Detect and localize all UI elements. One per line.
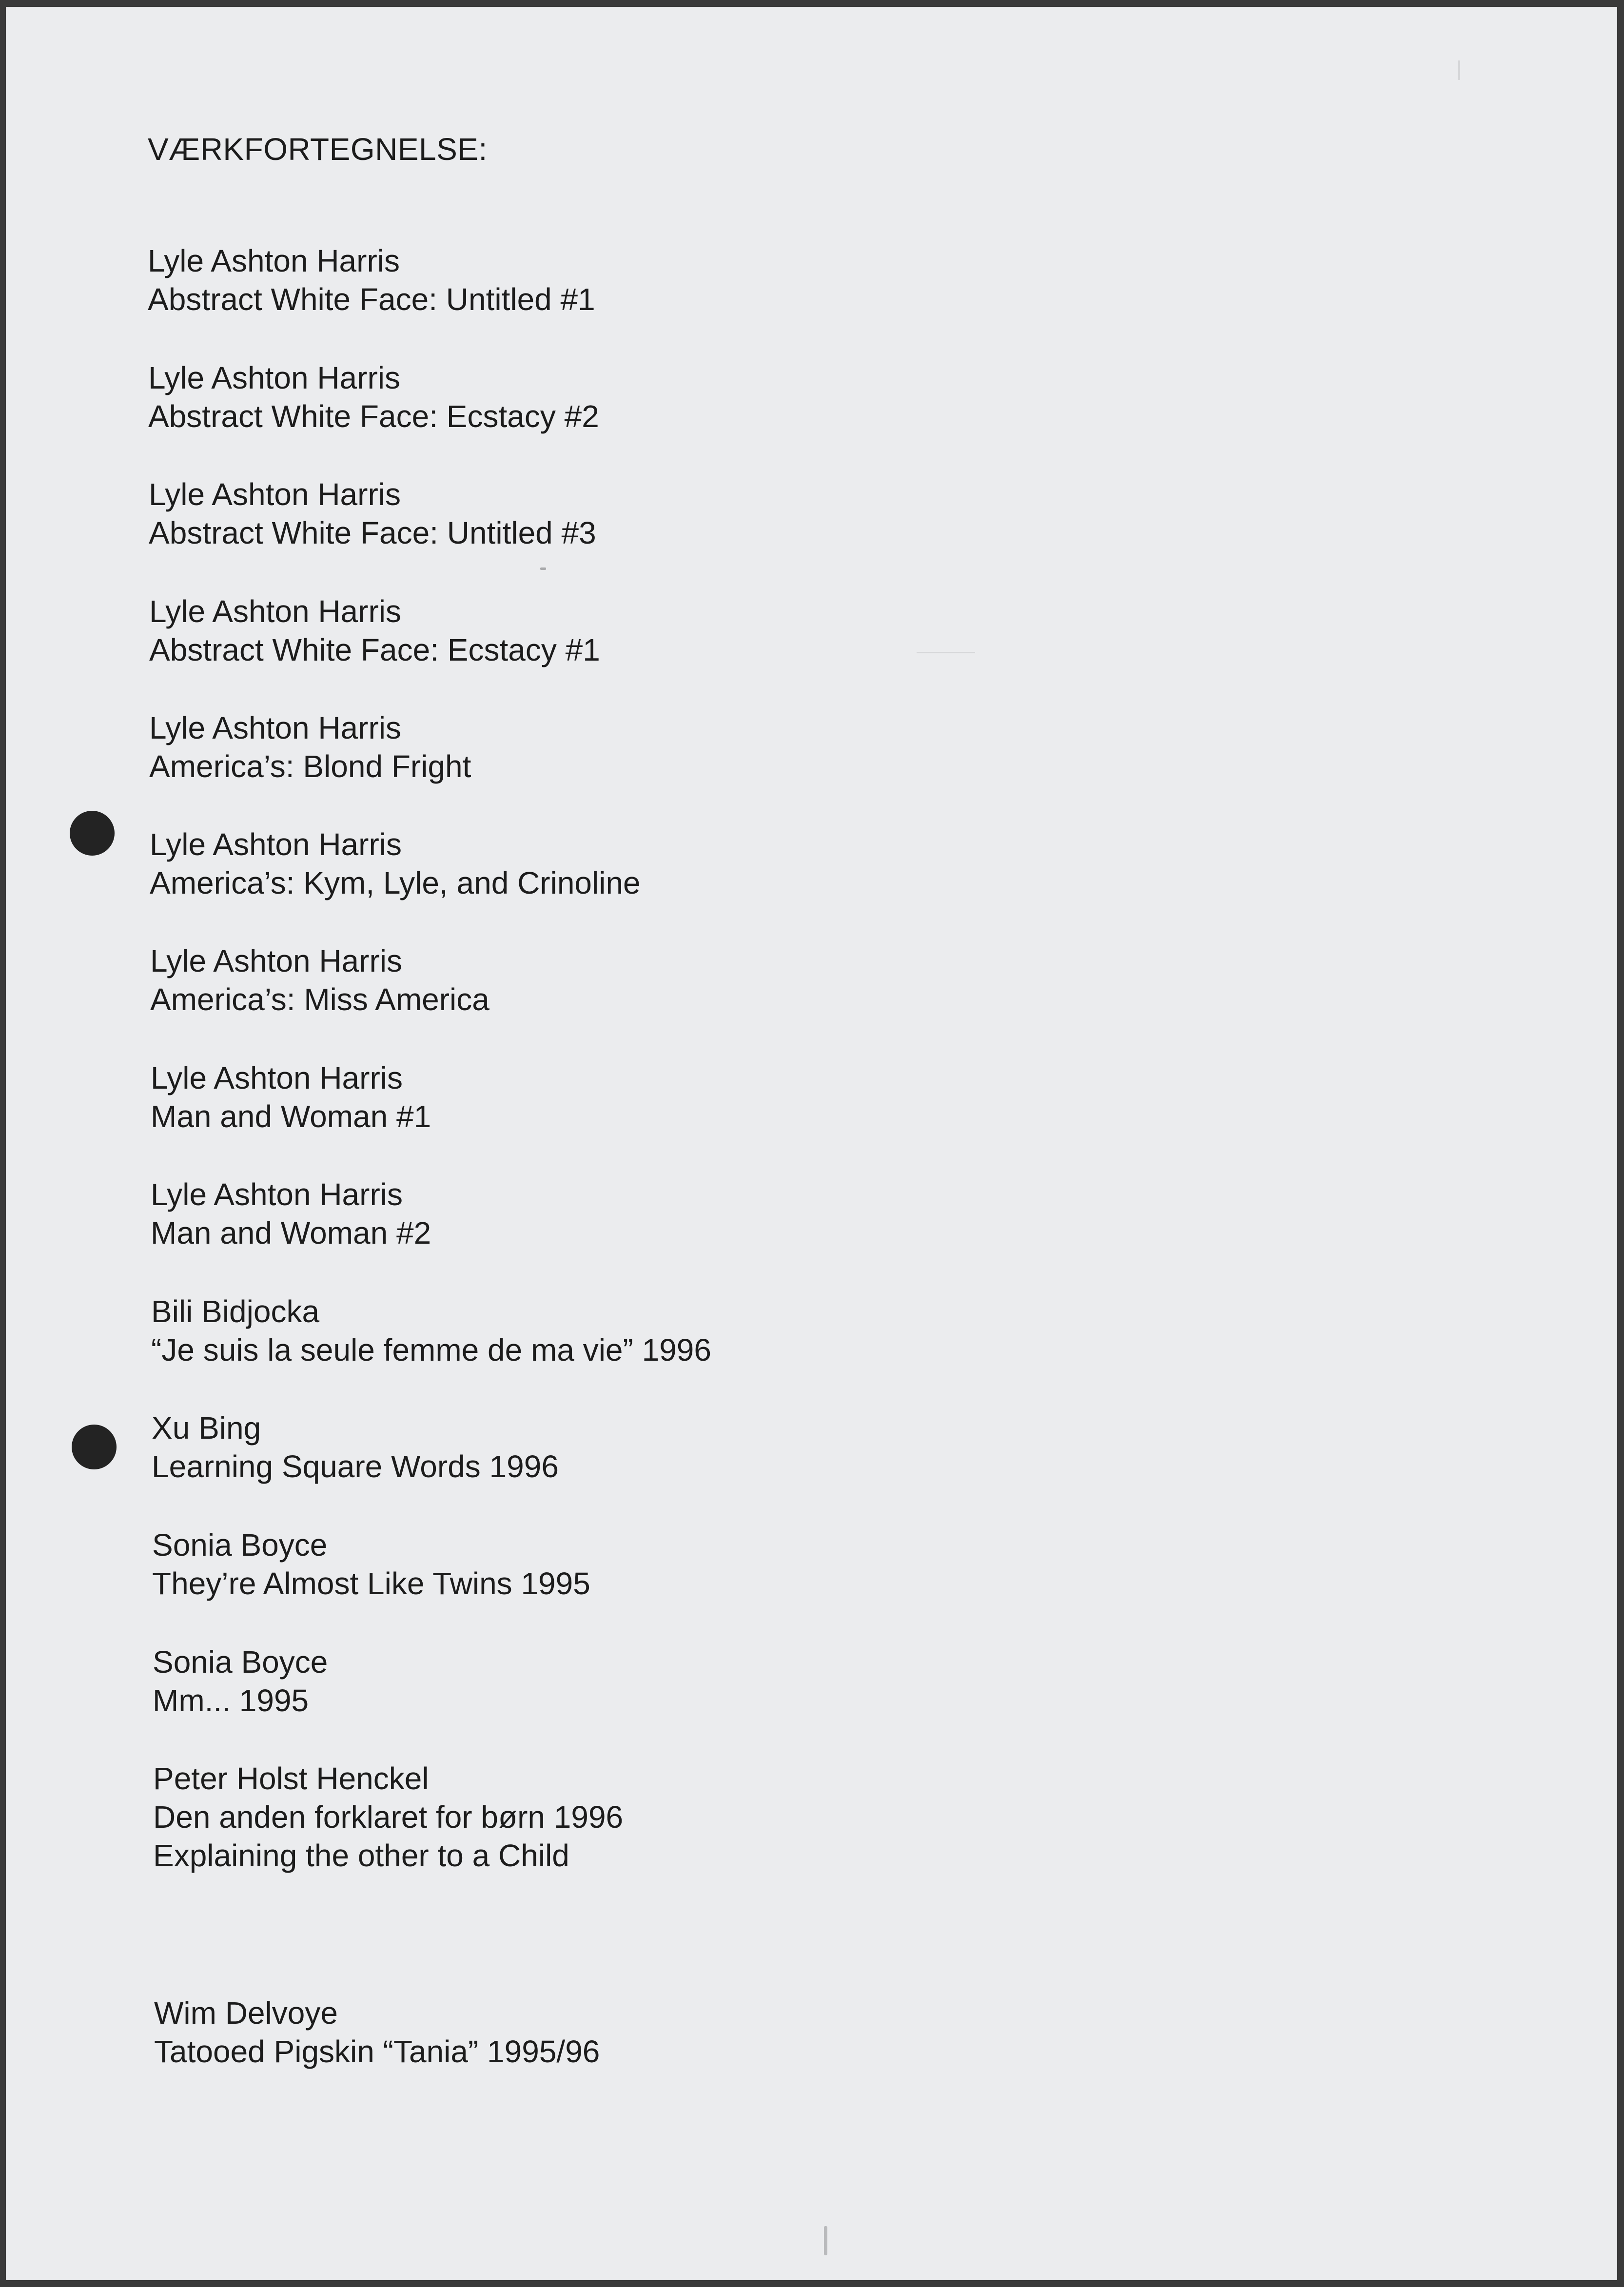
work-entry xyxy=(148,242,595,319)
work-title: Tatooed Pigskin “Tania” 1995/96 xyxy=(154,2034,600,2069)
work-title: America’s: Kym, Lyle, and Crinoline xyxy=(150,865,641,900)
work-entry xyxy=(151,1059,431,1136)
artist-name: Peter Holst Henckel xyxy=(153,1761,429,1796)
work-entry xyxy=(149,475,596,552)
paper-mark xyxy=(824,2226,827,2255)
artist-name: Bili Bidjocka xyxy=(151,1294,320,1329)
work-entry xyxy=(149,592,600,669)
artist-name: Lyle Ashton Harris xyxy=(151,1177,403,1212)
work-title: “Je suis la seule femme de ma vie” 1996 xyxy=(151,1332,711,1368)
document-page xyxy=(6,7,1617,2280)
artist-name: Lyle Ashton Harris xyxy=(148,243,400,278)
work-entry xyxy=(150,942,489,1019)
work-title: Abstract White Face: Untitled #1 xyxy=(148,282,595,317)
document-title: VÆRKFORTEGNELSE: xyxy=(148,132,488,167)
work-entry xyxy=(148,359,599,436)
paper-mark xyxy=(540,567,546,570)
work-title: America’s: Blond Fright xyxy=(149,749,471,784)
work-entry xyxy=(151,1175,431,1252)
artist-name: Lyle Ashton Harris xyxy=(148,360,400,395)
work-title: America’s: Miss America xyxy=(150,982,489,1017)
work-entry xyxy=(152,1409,559,1486)
work-title: Den anden forklaret for børn 1996 xyxy=(153,1799,624,1835)
work-title: Man and Woman #2 xyxy=(151,1215,431,1251)
punch-hole xyxy=(70,811,115,856)
artist-name: Sonia Boyce xyxy=(153,1644,328,1680)
work-entry xyxy=(153,1759,623,1875)
artist-name: Lyle Ashton Harris xyxy=(149,594,401,629)
punch-hole xyxy=(72,1425,117,1469)
work-entry xyxy=(152,1526,590,1603)
artist-name: Lyle Ashton Harris xyxy=(150,827,402,862)
work-title: Man and Woman #1 xyxy=(151,1099,431,1134)
paper-mark xyxy=(917,652,975,653)
work-entry xyxy=(151,1292,711,1369)
paper-mark xyxy=(1458,60,1460,80)
work-entry xyxy=(150,825,641,902)
artist-name: Lyle Ashton Harris xyxy=(151,1060,403,1095)
work-title: Abstract White Face: Untitled #3 xyxy=(149,515,596,550)
work-title: Abstract White Face: Ecstacy #2 xyxy=(148,399,599,434)
work-title: They’re Almost Like Twins 1995 xyxy=(152,1566,590,1601)
work-title: Mm... 1995 xyxy=(153,1683,309,1718)
artist-name: Lyle Ashton Harris xyxy=(150,943,402,978)
work-entry xyxy=(154,1994,600,2071)
work-entry xyxy=(149,709,471,786)
work-title: Abstract White Face: Ecstacy #1 xyxy=(149,632,600,667)
work-title-english: Explaining the other to a Child xyxy=(153,1838,569,1873)
artist-name: Lyle Ashton Harris xyxy=(149,710,401,745)
artist-name: Lyle Ashton Harris xyxy=(149,477,401,512)
work-title: Learning Square Words 1996 xyxy=(152,1449,559,1484)
artist-name: Wim Delvoye xyxy=(154,1995,338,2031)
work-entry xyxy=(153,1643,328,1720)
artist-name: Xu Bing xyxy=(152,1410,261,1446)
artist-name: Sonia Boyce xyxy=(152,1527,328,1563)
